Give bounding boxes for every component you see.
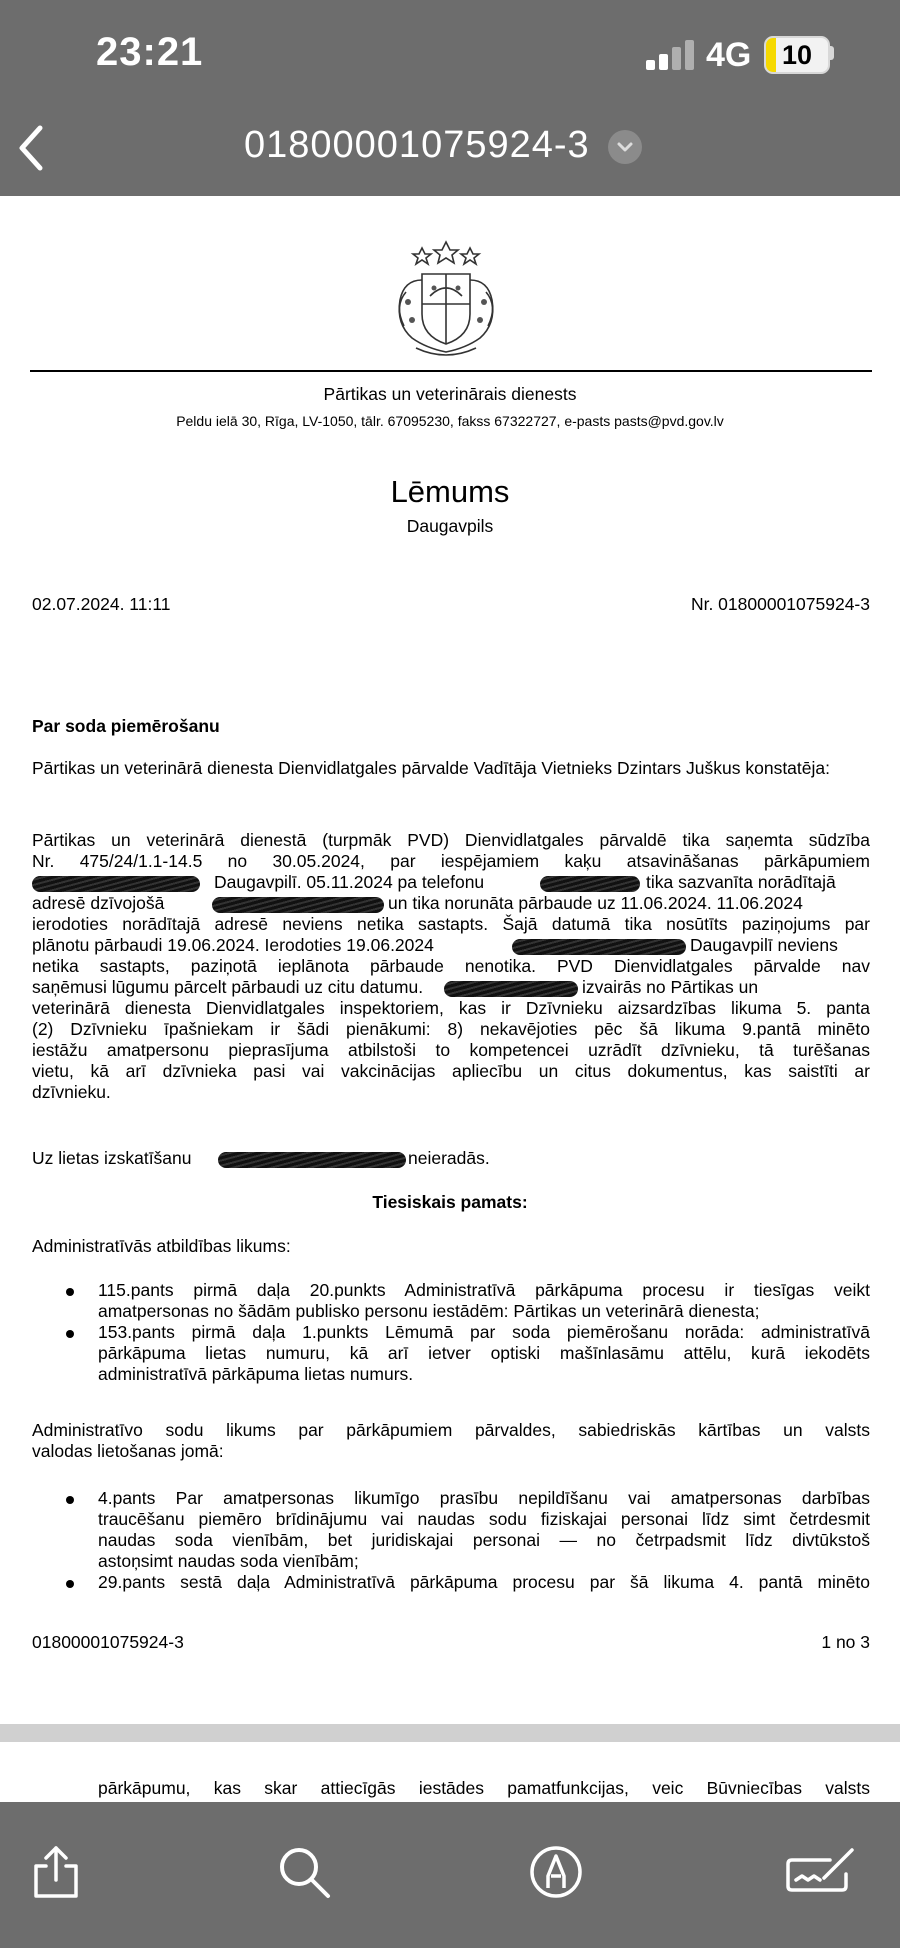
document-title[interactable]: 01800001075924-3 <box>244 124 590 166</box>
law-item-line: 29.pants sestā daļa Administratīvā pārkāpuma procesu par šā likuma 4. pantā minēto <box>98 1572 870 1592</box>
org-name: Pārtikas un veterinārais dienests <box>323 384 577 404</box>
bullet <box>66 1496 74 1504</box>
body-line: Daugavpilī. 05.11.2024 pa telefonu <box>214 872 485 892</box>
body-line: dzīvnieku. <box>32 1082 111 1102</box>
battery-tip <box>829 46 834 60</box>
body-line: un tika norunāta pārbaude uz 11.06.2024. 11.06.2024 <box>388 893 803 913</box>
body-line: saņēmusi lūgumu pārcelt pārbaudi uz citu datumu. <box>32 977 424 997</box>
coat-of-arms-icon <box>386 240 506 364</box>
body-line: ierodoties norādītajā adresē neviens netika sastapts. Šajā datumā tika nosūtīts paziņojums par <box>32 914 870 934</box>
redaction <box>32 876 200 892</box>
city: Daugavpils <box>406 516 494 536</box>
intro-paragraph: Pārtikas un veterinārā dienesta Dienvidlatgales pārvalde Vadītāja Vietnieks Dzintars Juškus konstatēja: <box>32 758 830 778</box>
law-item-line: 153.pants pirmā daļa 1.punkts Lēmumā par soda piemērošanu norāda: administratīvā <box>98 1322 870 1342</box>
title-menu-button[interactable] <box>608 130 642 164</box>
body-line: adresē dzīvojošā <box>32 893 165 913</box>
redaction <box>444 981 578 997</box>
bottom-toolbar <box>0 1802 900 1948</box>
header-rule <box>30 370 872 372</box>
page-number: 1 no 3 <box>821 1632 870 1652</box>
status-time: 23:21 <box>96 30 204 74</box>
page-separator <box>0 1724 900 1742</box>
redaction <box>540 876 640 892</box>
bullet <box>66 1580 74 1588</box>
share-icon[interactable] <box>26 1842 86 1902</box>
hearing-text: Uz lietas izskatīšanu <box>32 1148 192 1168</box>
markup-icon[interactable] <box>526 1842 586 1902</box>
org-address: Peldu ielā 30, Rīga, LV-1050, tālr. 67095230, fakss 67322727, e-pasts pasts@pvd.gov.lv <box>176 413 724 429</box>
body-line: Daugavpilī neviens <box>690 935 838 955</box>
body-line: netika sastapts, paziņotā ieplānota pārbaude nenotika. PVD Dienvidlatgales pārvalde nav <box>32 956 870 976</box>
body-line: vietu, kā arī dzīvnieka pasi vai vakcinācijas apliecību un citus dokumentus, kas saistīti ar <box>32 1061 870 1081</box>
document-page-2 <box>0 1742 900 1802</box>
top-bar <box>0 0 900 196</box>
body-line: Pārtikas un veterinārā dienestā (turpmāk PVD) Dienvidlatgales pārvaldē tika saņemta sūdzība <box>32 830 870 850</box>
decision-heading: Lēmums <box>390 474 510 509</box>
law-item-line: pārkāpuma lietas numuru, kā arī ietver optiski mašīnlasāmu attēlu, kurā iekodēts <box>98 1343 870 1363</box>
signal-icon <box>646 40 696 70</box>
back-chevron-icon[interactable] <box>12 120 56 176</box>
bullet <box>66 1330 74 1338</box>
signature-icon[interactable] <box>784 1842 856 1902</box>
law-title: Administratīvās atbildības likums: <box>32 1236 291 1256</box>
redaction <box>212 897 384 913</box>
page-footer-id: 01800001075924-3 <box>32 1632 184 1652</box>
law-item-line: naudas soda vienībām, bet juridiskajai personai — no četrpadsmit līdz divtūkstoš <box>98 1530 870 1550</box>
decision-date: 02.07.2024. 11:11 <box>32 594 171 614</box>
hearing-text: neieradās. <box>408 1148 490 1168</box>
law-item-line: amatpersonas no šādām publisko personu iestādēm: Pārtikas un veterinārā dienesta; <box>98 1301 760 1321</box>
body-line: tika sazvanīta norādītajā <box>646 872 836 892</box>
redaction <box>218 1152 406 1168</box>
bullet <box>66 1288 74 1296</box>
redaction <box>512 939 686 955</box>
law-item-line: astoņsimt naudas soda vienībām; <box>98 1551 359 1571</box>
body-line: veterinārā dienesta Dienvidlatgales inspektoriem, kas ir Dzīvnieku aizsardzības likuma 5. panta <box>32 998 870 1018</box>
body-line: plānotu pārbaudi 19.06.2024. Ierodoties 19.06.2024 <box>32 935 434 955</box>
law-title: Administratīvo sodu likums par pārkāpumiem pārvaldes, sabiedriskās kārtības un valsts <box>32 1420 870 1440</box>
law-item-line: 4.pants Par amatpersonas likumīgo prasību nepildīšanu vai amatpersonas darbības <box>98 1488 870 1508</box>
law-item-line: 115.pants pirmā daļa 20.punkts Administratīvā pārkāpuma procesu ir tiesīgas veikt <box>98 1280 870 1300</box>
battery-level: 10 <box>781 40 813 70</box>
legal-basis-heading: Tiesiskais pamats: <box>372 1192 528 1212</box>
subject: Par soda piemērošanu <box>32 716 220 736</box>
decision-number: Nr. 01800001075924-3 <box>690 594 870 614</box>
law-title: valodas lietošanas jomā: <box>32 1441 224 1461</box>
network-type: 4G <box>706 36 752 74</box>
law-item-line: traucēšanu piemēro brīdinājumu vai naudas sodu fiziskajai personai līdz simt četrdesmit <box>98 1509 870 1529</box>
body-line: izvairās no Pārtikas un <box>582 977 759 997</box>
battery-icon <box>764 36 830 74</box>
law-item-line: administratīvā pārkāpuma lietas numurs. <box>98 1364 414 1384</box>
page2-line: pārkāpumu, kas skar attiecīgās iestādes pamatfunkcijas, veic Būvniecības valsts <box>98 1778 870 1798</box>
chevron-down-icon <box>608 130 642 164</box>
search-icon[interactable] <box>274 1842 334 1902</box>
body-line: (2) Dzīvnieku īpašniekam ir šādi pienākumi: 8) nekavējoties pēc šā likuma 9.pantā minēto <box>32 1019 870 1039</box>
body-line: Nr. 475/24/1.1-14.5 no 30.05.2024, par iespējamiem kaķu atsavināšanas pārkāpumiem <box>32 851 870 871</box>
body-line: iestāžu amatpersonu pieprasījuma atbilstoši to kompetencei uzrādīt dzīvnieku, tā turēšanas <box>32 1040 870 1060</box>
